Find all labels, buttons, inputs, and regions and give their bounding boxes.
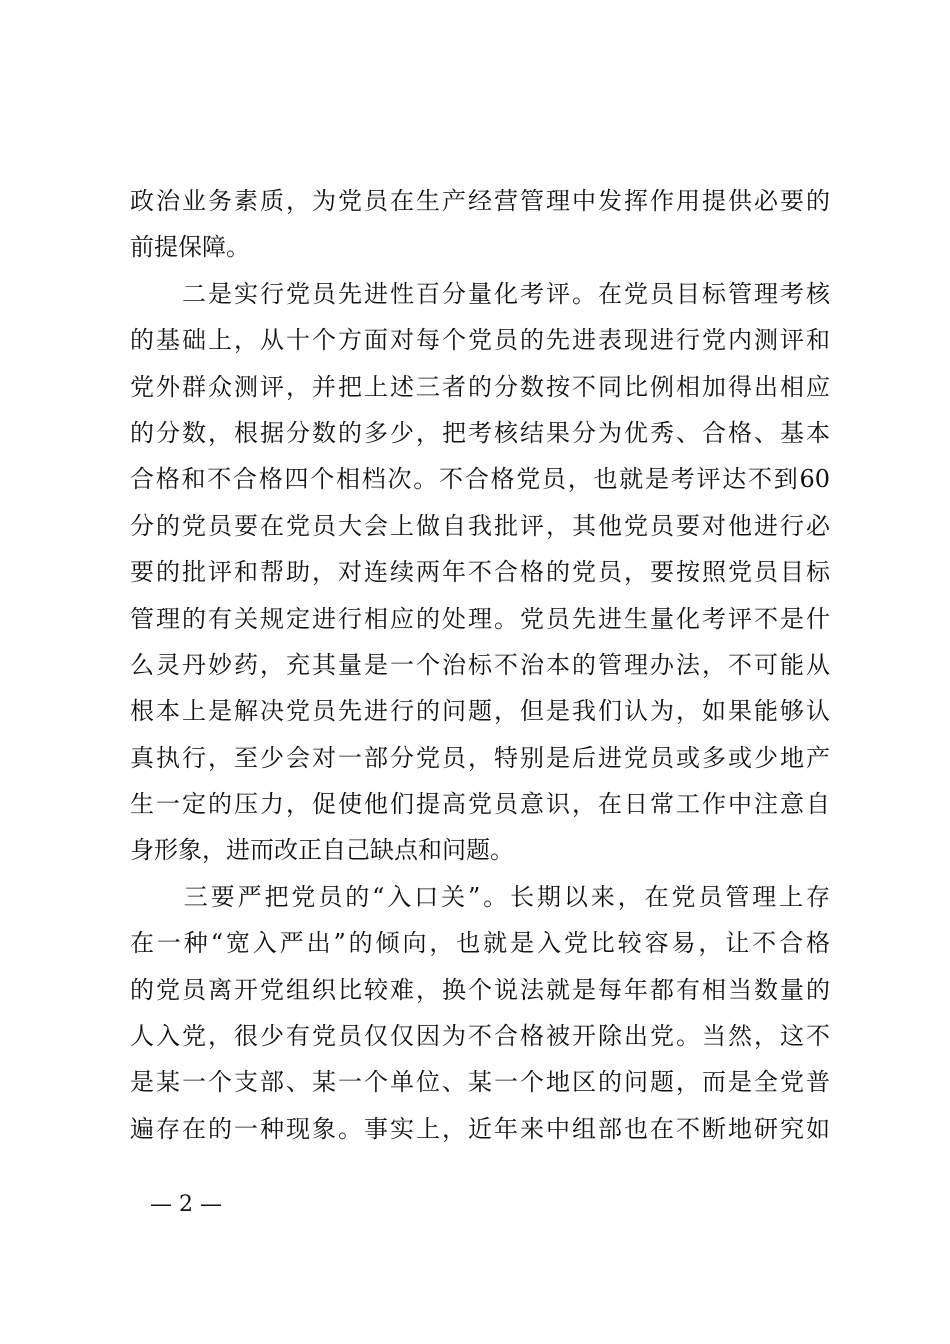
text-line: 要的批评和帮助，对连续两年不合格的党员，要按照党员目标 <box>130 558 830 587</box>
text-line: 前提保障。 <box>130 233 250 262</box>
text-line: 是某一个支部、某一个单位、某一个地区的问题，而是全党普 <box>130 1068 830 1097</box>
text-line: 三要严把党员的“入口关”。长期以来，在党员管理上存 <box>130 882 830 911</box>
text-line: 的党员离开党组织比较难，换个说法就是每年都有相当数量的 <box>130 975 830 1004</box>
text-line: 身形象，进而改正自己缺点和问题。 <box>130 836 514 865</box>
text-line: 政治业务素质，为党员在生产经营管理中发挥作用提供必要的 <box>130 187 830 215</box>
text-line: 管理的有关规定进行相应的处理。党员先进生量化考评不是什 <box>130 604 830 633</box>
page-number: — 2 — <box>150 1192 222 1217</box>
text-line: 分的党员要在党员大会上做自我批评，其他党员要对他进行必 <box>130 511 830 540</box>
text-line: 么灵丹妙药，充其量是一个治标不治本的管理办法，不可能从 <box>130 650 830 679</box>
text-line: 的基础上，从十个方面对每个党员的先进表现进行党内测评和 <box>130 326 830 355</box>
body-text <box>130 178 830 1152</box>
text-line: 的分数，根据分数的多少，把考核结果分为优秀、合格、基本 <box>130 418 830 447</box>
text-line: 生一定的压力，促使他们提高党员意识，在日常工作中注意自 <box>130 790 830 819</box>
text-line: 人入党，很少有党员仅仅因为不合格被开除出党。当然，这不 <box>130 1022 830 1051</box>
text-line: 二是实行党员先进性百分量化考评。在党员目标管理考核 <box>130 279 830 308</box>
text-line: 合格和不合格四个相档次。不合格党员，也就是考评达不到60 <box>130 465 830 494</box>
text-line: 在一种“宽入严出”的倾向，也就是入党比较容易，让不合格 <box>130 929 830 958</box>
text-line: 遍存在的一种现象。事实上，近年来中组部也在不断地研究如 <box>130 1114 830 1143</box>
text-line: 党外群众测评，并把上述三者的分数按不同比例相加得出相应 <box>130 372 830 401</box>
text-line: 真执行，至少会对一部分党员，特别是后进党员或多或少地产 <box>130 743 830 772</box>
text-line: 根本上是解决党员先进行的问题，但是我们认为，如果能够认 <box>130 697 830 726</box>
